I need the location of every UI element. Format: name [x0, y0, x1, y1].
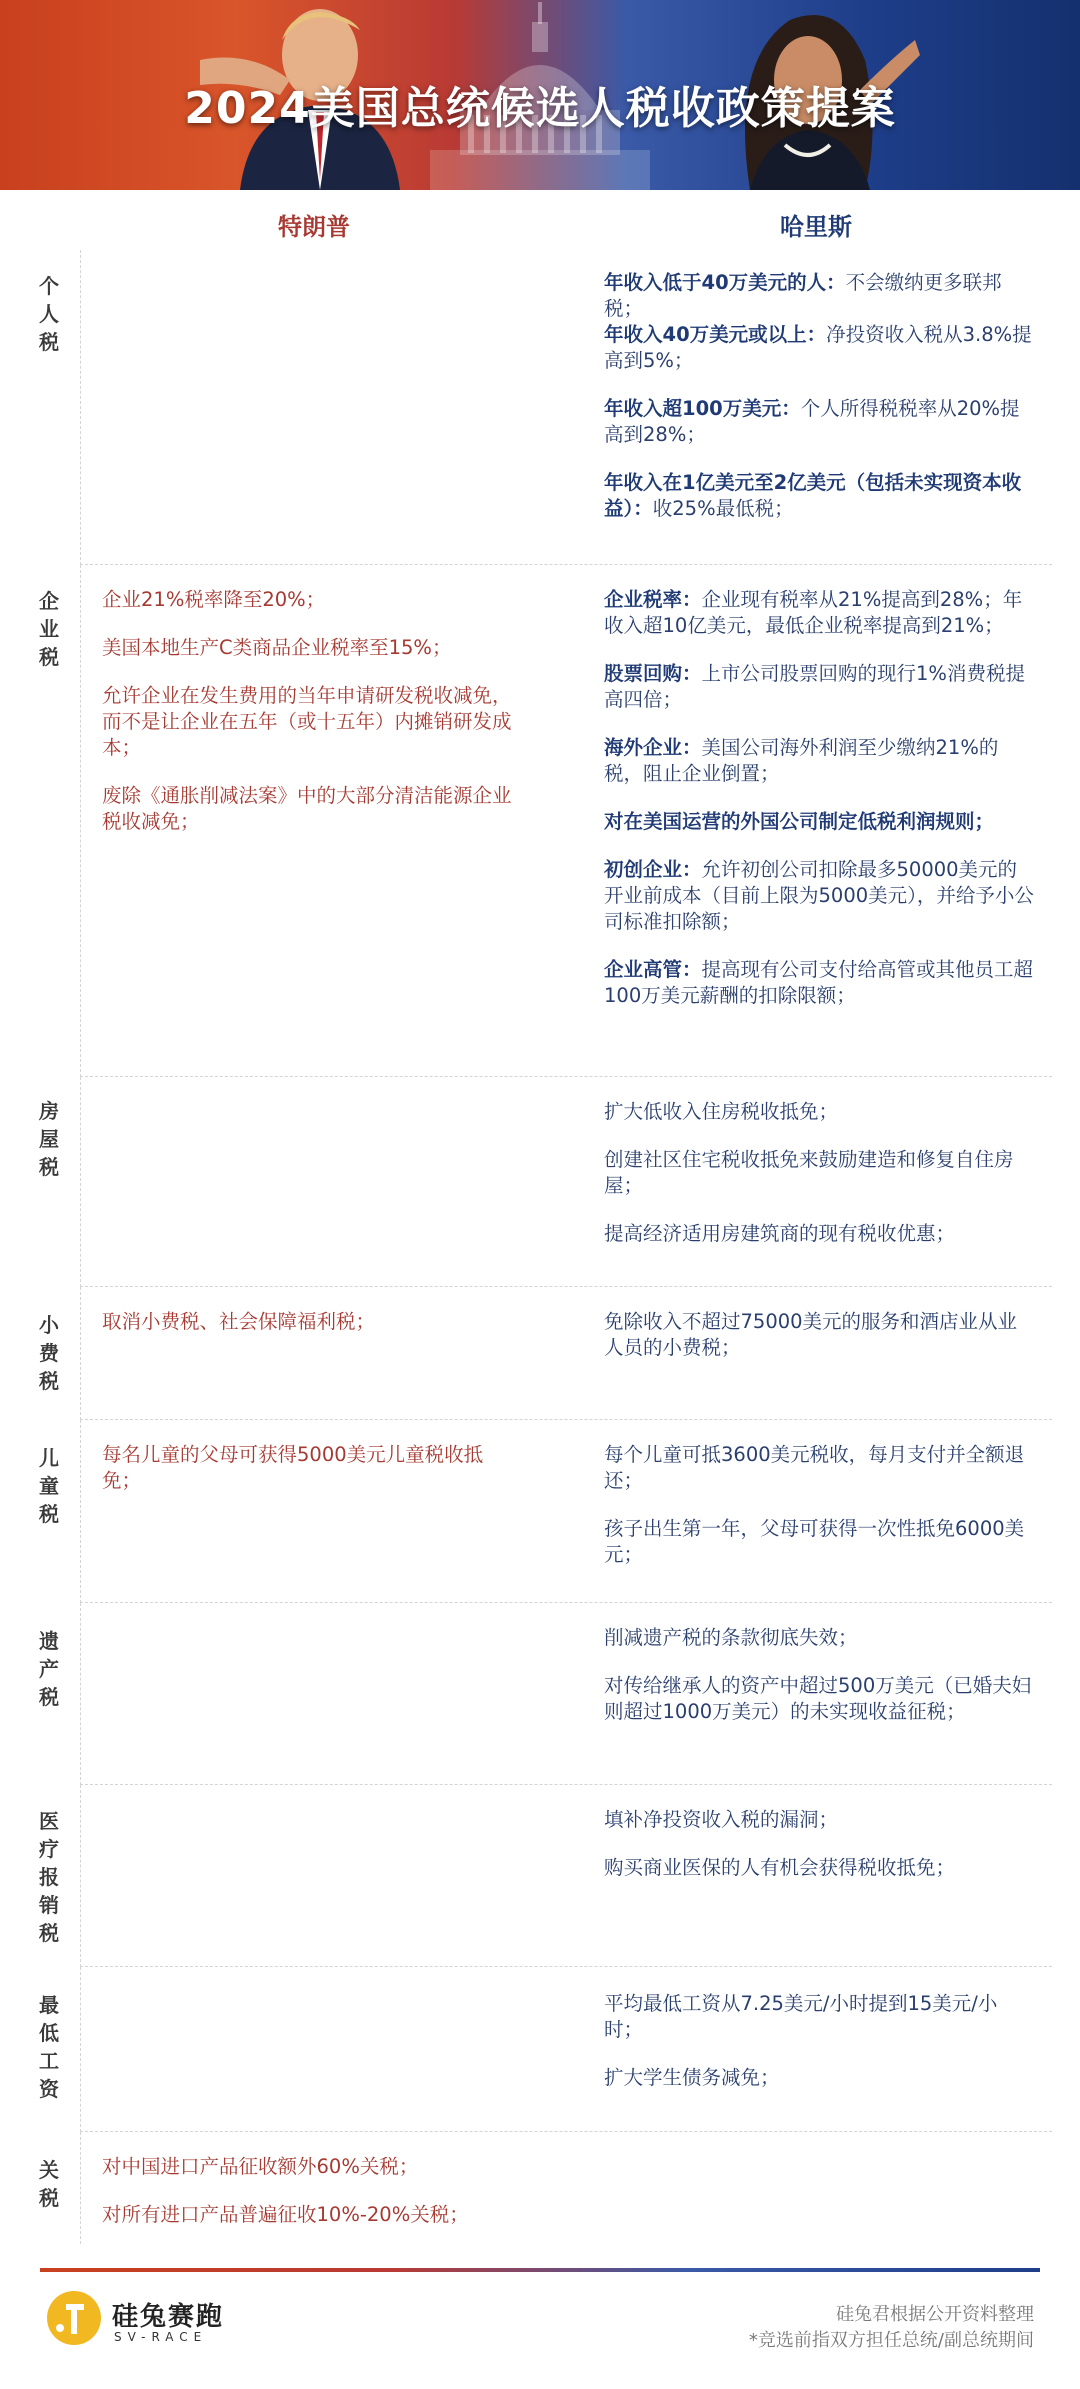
- harris-policies: [604, 1442, 1034, 1590]
- policy-item: 填补净投资收入税的漏洞；: [604, 1808, 839, 1831]
- category-label: 个人税: [39, 274, 59, 354]
- policy-item: 每个儿童可抵3600美元税收，每月支付并全额退还；: [604, 1443, 1025, 1492]
- policy-item: 股票回购：上市公司股票回购的现行1%消费税提高四倍；: [604, 662, 1025, 711]
- policy-item: 废除《通胀削减法案》中的大部分清洁能源企业税收减免；: [102, 784, 512, 833]
- policy-item: 对传给继承人的资产中超过500万美元（已婚夫妇则超过1000万美元）的未实现收益征税；: [604, 1674, 1032, 1723]
- row-housing-tax: [0, 1077, 1080, 1287]
- harris-policies: [604, 1309, 1034, 1383]
- policy-item: 平均最低工资从7.25美元/小时提到15美元/小时；: [604, 1992, 998, 2041]
- brand-name-en: SV-RACE: [114, 2330, 208, 2344]
- policy-item: 允许企业在发生费用的当年申请研发税收减免，而不是让企业在五年（或十五年）内摊销研发成本；: [102, 684, 512, 759]
- policy-item: 购买商业医保的人有机会获得税收抵免；: [604, 1856, 956, 1879]
- column-header-trump: 特朗普: [278, 213, 350, 241]
- harris-policies: [604, 1625, 1034, 1747]
- row-tip-tax: [0, 1287, 1080, 1420]
- policy-item: 免除收入不超过75000美元的服务和酒店业从业人员的小费税；: [604, 1310, 1018, 1359]
- policy-item: 削减遗产税的条款彻底失效；: [604, 1626, 858, 1649]
- row-corporate-tax: [0, 565, 1080, 1077]
- harris-policies: [604, 1807, 1034, 1903]
- policy-item: 年收入低于40万美元的人：不会缴纳更多联邦税；: [604, 271, 1002, 320]
- harris-policies: [604, 587, 1034, 1031]
- policy-item: 企业21%税率降至20%；: [102, 588, 326, 611]
- category-label: 儿童税: [39, 1446, 59, 1526]
- column-header-harris: 哈里斯: [780, 213, 852, 241]
- harris-policies: [604, 1099, 1034, 1269]
- category-label: 关税: [39, 2158, 59, 2210]
- policy-item: 海外企业：美国公司海外利润至少缴纳21%的税，阻止企业倒置；: [604, 736, 999, 785]
- category-label: 小费税: [39, 1313, 59, 1393]
- policy-item: 孩子出生第一年，父母可获得一次性抵免6000美元；: [604, 1517, 1025, 1566]
- policy-item: 扩大低收入住房税收抵免；: [604, 1100, 839, 1123]
- policy-item: 年收入在1亿美元至2亿美元（包括未实现资本收益）：收25%最低税；: [604, 471, 1022, 520]
- brand-name: 硅兔赛跑: [112, 2302, 225, 2332]
- policy-item: 美国本地生产C类商品企业税率至15%；: [102, 636, 452, 659]
- row-personal-tax: [0, 250, 1080, 565]
- policy-item: 扩大学生债务减免；: [604, 2066, 780, 2089]
- harris-policies: [604, 270, 1034, 522]
- source-note: 硅兔君根据公开资料整理: [836, 2304, 1034, 2325]
- footnote: *竞选前指双方担任总统/副总统期间: [748, 2330, 1034, 2351]
- category-label: 企业税: [39, 589, 59, 669]
- policy-item: 对所有进口产品普遍征收10%-20%关税；: [102, 2203, 469, 2226]
- category-label: 房屋税: [39, 1099, 59, 1179]
- policy-item: 创建社区住宅税收抵免来鼓励建造和修复自住房屋；: [604, 1148, 1014, 1197]
- policy-item: 企业税率：企业现有税率从21%提高到28%；年收入超10亿美元，最低企业税率提高到21%；: [604, 588, 1023, 637]
- row-child-tax: [0, 1420, 1080, 1603]
- category-label: 遗产税: [39, 1629, 59, 1709]
- category-label: 医疗报销税: [39, 1809, 59, 1945]
- trump-policies: [102, 1309, 522, 1357]
- harris-policies: [604, 1991, 1034, 2113]
- category-label: 最低工资: [39, 1993, 59, 2101]
- page-title: 2024美国总统候选人税收政策提案: [184, 83, 896, 134]
- row-medical-tax: [0, 1785, 1080, 1967]
- trump-policies: [102, 587, 522, 857]
- header-banner: [0, 0, 1080, 190]
- policy-item: 年收入40万美元或以上：净投资收入税从3.8%提高到5%；: [604, 323, 1032, 372]
- row-estate-tax: [0, 1603, 1080, 1785]
- trump-policies: [102, 1442, 522, 1516]
- policy-item: 取消小费税、社会保障福利税；: [102, 1310, 376, 1333]
- policy-item: 每名儿童的父母可获得5000美元儿童税收抵免；: [102, 1443, 484, 1492]
- policy-item: 对中国进口产品征收额外60%关税；: [102, 2155, 419, 2178]
- policy-item: 对在美国运营的外国公司制定低税利润规则；: [604, 810, 995, 833]
- sv-race-logo-icon: [44, 2288, 104, 2348]
- policy-item: 初创企业：允许初创公司扣除最多50000美元的开业前成本（目前上限为5000美元），并给予小公司标准扣除额；: [604, 858, 1034, 933]
- footer-divider: [40, 2268, 1040, 2272]
- policy-item: 年收入超100万美元：个人所得税税率从20%提高到28%；: [604, 397, 1020, 446]
- policy-item: 提高经济适用房建筑商的现有税收优惠；: [604, 1222, 956, 1245]
- trump-policies: [102, 2154, 522, 2250]
- policy-item: 企业高管：提高现有公司支付给高管或其他员工超100万美元薪酬的扣除限额；: [604, 958, 1034, 1007]
- row-minimum-wage: [0, 1967, 1080, 2132]
- row-tariffs: [0, 2132, 1080, 2244]
